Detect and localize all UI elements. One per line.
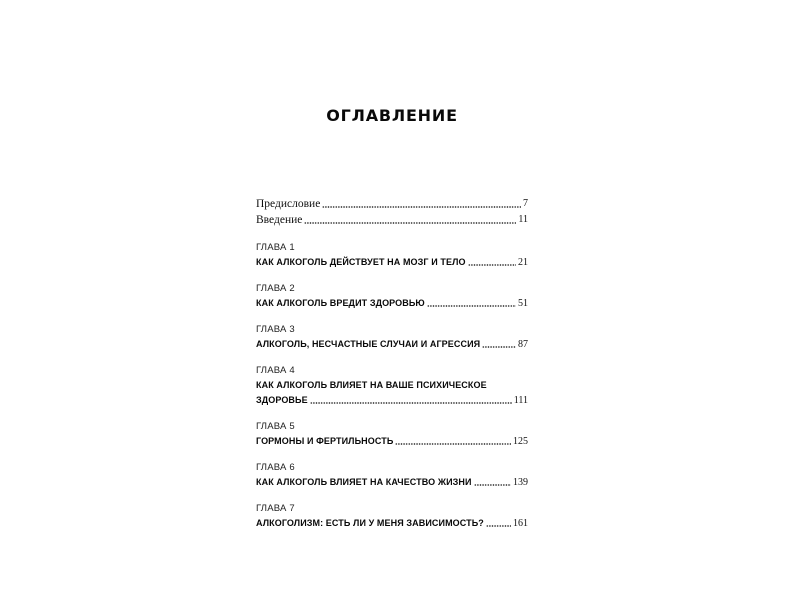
toc-chapter-2 bbox=[256, 281, 528, 311]
chapter-title-line: КАК АЛКОГОЛЬ ВЛИЯЕТ НА ВАШЕ ПСИХИЧЕСКОЕ bbox=[256, 380, 487, 390]
chapter-page-number: 161 bbox=[513, 518, 528, 529]
chapter-title-row bbox=[256, 255, 528, 270]
chapter-title-row bbox=[256, 296, 528, 311]
chapter-page-number: 21 bbox=[518, 257, 528, 268]
chapter-title-row bbox=[256, 516, 528, 531]
dot-leader bbox=[427, 305, 516, 307]
toc-entry-label: Введение bbox=[256, 214, 303, 226]
chapter-page-number: 87 bbox=[518, 339, 528, 350]
chapter-number: ГЛАВА 3 bbox=[256, 324, 295, 335]
toc-entry-page-number: 11 bbox=[518, 214, 528, 225]
toc-entry-page-number: 7 bbox=[523, 198, 528, 209]
chapter-page-number: 111 bbox=[513, 395, 528, 406]
chapter-number: ГЛАВА 1 bbox=[256, 242, 295, 253]
toc-chapter-3 bbox=[256, 322, 528, 352]
chapter-page-number: 125 bbox=[513, 436, 528, 447]
dot-leader bbox=[468, 264, 516, 266]
toc-entry-preface bbox=[256, 196, 528, 212]
chapter-number: ГЛАВА 6 bbox=[256, 462, 295, 473]
chapter-number: ГЛАВА 7 bbox=[256, 503, 295, 514]
chapter-page-number: 139 bbox=[513, 477, 528, 488]
dot-leader bbox=[304, 222, 516, 224]
chapter-number: ГЛАВА 2 bbox=[256, 283, 295, 294]
dot-leader bbox=[482, 346, 516, 348]
table-of-contents bbox=[256, 0, 528, 600]
toc-chapter-1 bbox=[256, 240, 528, 270]
chapter-title: КАК АЛКОГОЛЬ ВЛИЯЕТ НА КАЧЕСТВО ЖИЗНИ bbox=[256, 477, 472, 487]
chapter-number: ГЛАВА 4 bbox=[256, 365, 295, 376]
dot-leader bbox=[310, 402, 512, 404]
chapter-title-row bbox=[256, 434, 528, 449]
chapter-title-row bbox=[256, 475, 528, 490]
toc-chapter-4 bbox=[256, 363, 528, 408]
chapter-page-number: 51 bbox=[518, 298, 528, 309]
toc-chapter-5 bbox=[256, 419, 528, 449]
chapter-title: ЗДОРОВЬЕ bbox=[256, 395, 308, 405]
chapter-title: АЛКОГОЛИЗМ: ЕСТЬ ЛИ У МЕНЯ ЗАВИСИМОСТЬ? bbox=[256, 518, 484, 528]
chapter-title: АЛКОГОЛЬ, НЕСЧАСТНЫЕ СЛУЧАИ И АГРЕССИЯ bbox=[256, 339, 481, 349]
dot-leader bbox=[474, 484, 511, 486]
chapter-number: ГЛАВА 5 bbox=[256, 421, 295, 432]
toc-chapter-7 bbox=[256, 501, 528, 531]
toc-list bbox=[256, 196, 528, 531]
toc-entry-label: Предисловие bbox=[256, 198, 321, 210]
chapter-title-row bbox=[256, 393, 528, 408]
chapter-title: ГОРМОНЫ И ФЕРТИЛЬНОСТЬ bbox=[256, 436, 394, 446]
page-title: ОГЛАВЛЕНИЕ bbox=[326, 106, 458, 125]
chapter-title-row bbox=[256, 337, 528, 352]
chapter-title: КАК АЛКОГОЛЬ ВРЕДИТ ЗДОРОВЬЮ bbox=[256, 298, 425, 308]
dot-leader bbox=[322, 206, 521, 208]
toc-chapter-6 bbox=[256, 460, 528, 490]
toc-entry-introduction bbox=[256, 212, 528, 228]
chapter-title: КАК АЛКОГОЛЬ ДЕЙСТВУЕТ НА МОЗГ И ТЕЛО bbox=[256, 257, 466, 267]
dot-leader bbox=[486, 525, 511, 527]
dot-leader bbox=[395, 443, 511, 445]
